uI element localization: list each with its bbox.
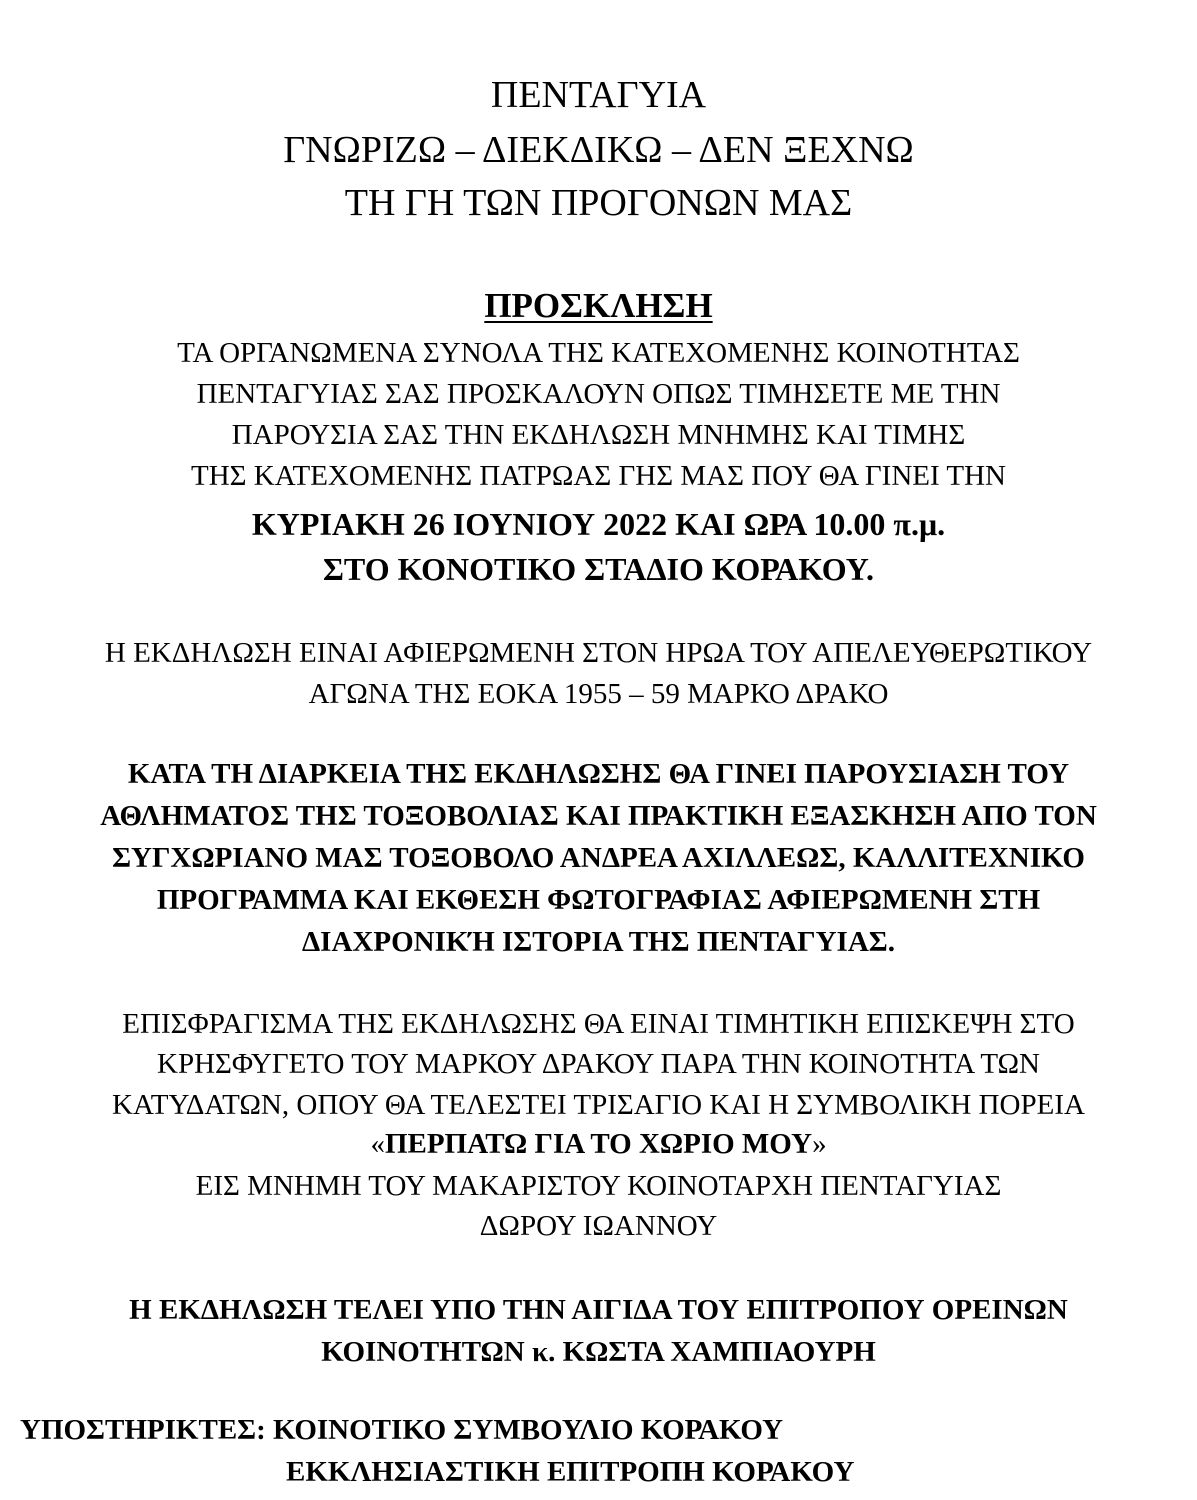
auspices-line: Η ΕΚΔΗΛΩΣΗ ΤΕΛΕΙ ΥΠΟ ΤΗΝ ΑΙΓΙΔΑ ΤΟΥ ΕΠΙΤΡΟΠΟΥ ΟΡΕΙΝΩΝ <box>129 1294 1068 1326</box>
ancestral-land-line: ΤΗ ΓΗ ΤΩΝ ΠΡΟΓΟΝΩΝ ΜΑΣ <box>344 182 853 224</box>
invitation-line: ΠΕΝΤΑΓΥΙΑΣ ΣΑΣ ΠΡΟΣΚΑΛΟΥΝ ΟΠΩΣ ΤΙΜΗΣΕΤΕ ΜΕ ΤΗΝ <box>196 378 1001 410</box>
event-date-line: ΚΥΡΙΑΚΗ 26 ΙΟΥΝΙΟΥ 2022 ΚΑΙ ΩΡΑ 10.00 π.μ. <box>251 506 946 542</box>
supporter-item: ΚΟΙΝΟΤΙΚΟ ΣΥΜΒΟΥΛΙΟ ΚΟΡΑΚΟΥ <box>273 1414 784 1446</box>
village-name-heading: ΠΕΝΤΑΓΥΙΑ <box>490 74 707 116</box>
quote-open-mark: « <box>370 1128 385 1160</box>
invitation-line: ΤΗΣ ΚΑΤΕΧΟΜΕΝΗΣ ΠΑΤΡΩΑΣ ΓΗΣ ΜΑΣ ΠΟΥ ΘΑ ΓΙΝΕΙ ΤΗΝ <box>191 460 1006 492</box>
supporters-label: ΥΠΟΣΤΗΡΙΚΤΕΣ: <box>20 1414 266 1446</box>
closing-line: ΚΑΤΥΔΑΤΩΝ, ΟΠΟΥ ΘΑ ΤΕΛΕΣΤΕΙ ΤΡΙΣΑΓΙΟ ΚΑΙ Η ΣΥΜΒΟΛΙΚΗ ΠΟΡΕΙΑ <box>112 1089 1085 1121</box>
march-name: ΠΕΡΠΑΤΩ ΓΙΑ ΤΟ ΧΩΡΙΟ ΜΟΥ <box>384 1128 813 1160</box>
program-line: ΔΙΑΧΡΟΝΙΚΉ ΙΣΤΟΡΙΑ ΤΗΣ ΠΕΝΤΑΓΥΙΑΣ. <box>302 926 895 958</box>
invitation-line: ΤΑ ΟΡΓΑΝΩΜΕΝΑ ΣΥΝΟΛΑ ΤΗΣ ΚΑΤΕΧΟΜΕΝΗΣ ΚΟΙΝΟΤΗΤΑΣ <box>177 337 1020 369</box>
supporters-row <box>20 1416 783 1445</box>
program-line: ΚΑΤΑ ΤΗ ΔΙΑΡΚΕΙΑ ΤΗΣ ΕΚΔΗΛΩΣΗΣ ΘΑ ΓΙΝΕΙ ΠΑΡΟΥΣΙΑΣΗ ΤΟΥ <box>127 758 1070 790</box>
invitation-title: ΠΡΟΣΚΛΗΣΗ <box>484 286 713 325</box>
memory-line: ΔΩΡΟΥ ΙΩΑΝΝΟΥ <box>479 1210 718 1242</box>
supporter-item: ΕΚΚΛΗΣΙΑΣΤΙΚΗ ΕΠΙΤΡΟΠΗ ΚΟΡΑΚΟΥ <box>286 1456 855 1488</box>
march-name-line <box>0 1130 1197 1159</box>
program-line: ΑΘΛΗΜΑΤΟΣ ΤΗΣ ΤΟΞΟΒΟΛΙΑΣ ΚΑΙ ΠΡΑΚΤΙΚΗ ΕΞΑΣΚΗΣΗ ΑΠΟ ΤΟΝ <box>100 800 1097 832</box>
dedication-line: ΑΓΩΝΑ ΤΗΣ ΕΟΚΑ 1955 – 59 ΜΑΡΚΟ ΔΡΑΚΟ <box>308 678 889 710</box>
quote-close-mark: » <box>812 1128 827 1160</box>
dedication-line: Η ΕΚΔΗΛΩΣΗ ΕΙΝΑΙ ΑΦΙΕΡΩΜΕΝΗ ΣΤΟΝ ΗΡΩΑ ΤΟΥ ΑΠΕΛΕΥΘΕΡΩΤΙΚΟΥ <box>104 637 1093 669</box>
memory-line: ΕΙΣ ΜΝΗΜΗ ΤΟΥ ΜΑΚΑΡΙΣΤΟΥ ΚΟΙΝΟΤΑΡΧΗ ΠΕΝΤΑΓΥΙΑΣ <box>195 1170 1002 1202</box>
event-place-line: ΣΤΟ ΚΟΝΟΤΙΚΟ ΣΤΑΔΙΟ ΚΟΡΑΚΟΥ. <box>323 551 874 587</box>
auspices-line: ΚΟΙΝΟΤΗΤΩΝ κ. ΚΩΣΤΑ ΧΑΜΠΙΑΟΥΡΗ <box>321 1336 876 1368</box>
motto-line: ΓΝΩΡΙΖΩ – ΔΙΕΚΔΙΚΩ – ΔΕΝ ΞΕΧΝΩ <box>283 129 914 171</box>
closing-line: ΚΡΗΣΦΥΓΕΤΟ ΤΟΥ ΜΑΡΚΟΥ ΔΡΑΚΟΥ ΠΑΡΑ ΤΗΝ ΚΟΙΝΟΤΗΤΑ ΤΩΝ <box>157 1048 1040 1080</box>
closing-line: ΕΠΙΣΦΡΑΓΙΣΜΑ ΤΗΣ ΕΚΔΗΛΩΣΗΣ ΘΑ ΕΙΝΑΙ ΤΙΜΗΤΙΚΗ ΕΠΙΣΚΕΨΗ ΣΤΟ <box>122 1008 1075 1040</box>
program-line: ΣΥΓΧΩΡΙΑΝΟ ΜΑΣ ΤΟΞΟΒΟΛΟ ΑΝΔΡΕΑ ΑΧΙΛΛΕΩΣ, ΚΑΛΛΙΤΕΧΝΙΚΟ <box>112 842 1085 874</box>
program-line: ΠΡΟΓΡΑΜΜΑ ΚΑΙ ΕΚΘΕΣΗ ΦΩΤΟΓΡΑΦΙΑΣ ΑΦΙΕΡΩΜΕΝΗ ΣΤΗ <box>156 884 1041 916</box>
invitation-line: ΠΑΡΟΥΣΙΑ ΣΑΣ ΤΗΝ ΕΚΔΗΛΩΣΗ ΜΝΗΜΗΣ ΚΑΙ ΤΙΜΗΣ <box>231 419 966 451</box>
